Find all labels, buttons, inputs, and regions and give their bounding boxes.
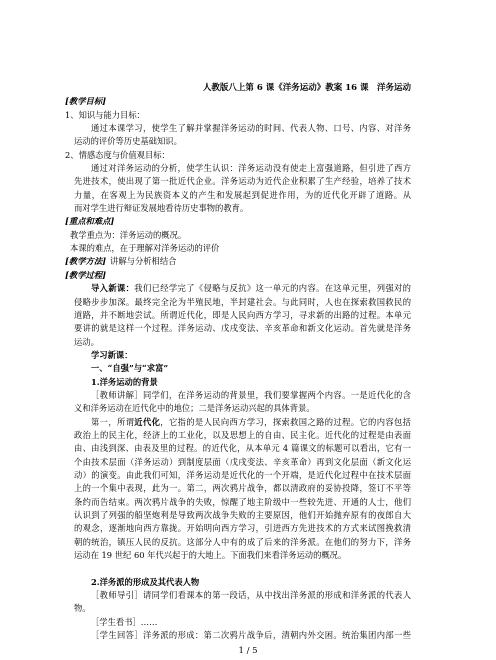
student-reading-line: ［学生看书］……: [91, 616, 158, 627]
teacher-explain-line: ［教师讲解］同学们，在洋务运动的背景里，我们要掌握两个内容。一是近代化的含: [91, 389, 411, 400]
new-lesson-label: 学习新课：: [91, 349, 133, 360]
attitude-goal-line: 先进技术，使出现了第一批近代企业。洋务运动为近代企业积累了生产经验，培养了技术: [74, 176, 411, 187]
intro-line: [74, 282, 411, 295]
background-line: 个由技术层面（洋务运动）到制度层面（戊戌变法、辛亥革命）再到文化层面（新文化运: [74, 456, 411, 467]
intro-line: 道路，并不断地尝试。所谓近代化，即是人民向西方学习，寻求新的出路的过程。本单元: [74, 309, 411, 320]
background-line: 运动在 19 世纪 60 年代兴起于的大地上。下面我们来看洋务运动的概况。: [74, 550, 347, 561]
background-line: 动）的演变。由此我们可知，洋务运动是近代化的一个开端，是近代化过程中在技术层面: [74, 469, 411, 480]
intro-line: 侵略步步加深。最终完全沦为半殖民地，半封建社会。与此同时，人也在探索救国救民的: [74, 296, 411, 307]
subsection-title: 1.洋务运动的背景: [91, 376, 158, 387]
attitude-goal-line: 而对学生进行辩证发展地看待历史事物的教育。: [74, 203, 249, 214]
method-heading: [教学方法]: [65, 256, 107, 267]
background-line: 政治上的民主化，经济上的工业化，以及思想上的自由、民主化。近代化的过程是由表面: [74, 429, 411, 440]
attitude-goal-line: 通过对洋务运动的分析，使学生认识：洋务运动没有使走上富强道路，但引进了西方: [91, 163, 411, 174]
knowledge-goal-line: 通过本课学习，使学生了解并掌握洋务运动的时间、代表人物、口号、内容、对洋务: [91, 123, 411, 134]
page-indicator: 1 / 5: [238, 646, 258, 656]
section-title: 一、“自强”与“求富”: [91, 363, 169, 374]
knowledge-goal-line: 运动的评价等历史基础知识。: [74, 136, 182, 147]
intro-text: 我们已经学完了《侵略与反抗》这一单元的内容。在这单元里，列强对的: [134, 283, 411, 294]
method-text: 讲解与分析相结合: [110, 256, 177, 267]
lesson-plan-body: [65, 82, 411, 642]
difficulty-line: 本课的难点，在于理解对洋务运动的评价: [70, 243, 220, 254]
subsection-title: 2.洋务派的形成及其代表人物: [91, 576, 200, 587]
background-line: 认识到了列强的船坚炮利是导致两次战争失败的主要原因，他们开始抛弃原有的夜郎自大: [74, 510, 411, 520]
teacher-explain-line: 义和洋务运动在近代化中的地位；二是洋务运动兴起的具体背景。: [74, 403, 315, 414]
intro-label: 导入新课：: [91, 283, 135, 294]
background-line: 由、由浅到深、由表及里的过程。的近代化，从本单元 4 篇课文的标题可以看出，它有一: [74, 443, 411, 454]
blank-line: [74, 562, 411, 575]
doc-title: 人教版八上第 6 课《洋务运动》教案 16 课 洋务运动: [202, 83, 411, 93]
modernization-term: 近代化: [134, 416, 161, 427]
knowledge-goal-heading: 1、知识与能力目标：: [65, 109, 145, 120]
key-points-heading: [重点和难点]: [65, 216, 115, 227]
objectives-heading: [教学目标]: [65, 96, 107, 107]
background-prefix: 第一，所谓: [91, 416, 135, 427]
process-heading: [教学过程]: [65, 269, 107, 280]
key-point-line: 教学重点为：洋务运动的概况。: [70, 229, 187, 240]
teacher-guide-line: ［教师导引］请同学们看课本的第一段话，从中找出洋务派的形成和洋务派的代表人: [91, 590, 411, 601]
intro-line: 要讲的就是这样一个过程。洋务运动、戊戌变法、辛亥革命和新文化运动。首先就是洋务: [74, 323, 411, 334]
teacher-guide-line: 物。: [74, 603, 91, 614]
attitude-goal-heading: 2、情感态度与价值观目标：: [65, 149, 170, 160]
background-line: 的观念，逐渐地向西方靠拢。开始明向西方学习，引进西方先进技术的方式来试图挽救清: [74, 523, 411, 534]
attitude-goal-line: 力量，在客观上为民族资本义的产生和发展起到促进作用，为的近代化开辟了道路。从: [74, 189, 411, 200]
background-line: 上的一个集中表现，此为一。第二，两次鸦片战争，都以清政府的妥协投降，签订不平等: [74, 483, 411, 494]
student-answer-line: ［学生回答］洋务派的形成：第二次鸦片战争后，清朝内外交困。统治集团内部一些: [91, 630, 411, 641]
method-line: [65, 255, 411, 268]
background-line: 条约而告结束。两次鸦片战争的失败，惊醒了地主阶级中一些较先进、开通的人士，他们: [74, 496, 411, 507]
intro-line: 运动。: [74, 336, 99, 347]
background-text: ，它指的是人民向西方学习，探索救国之路的过程。它的内容包括: [160, 416, 411, 427]
background-line: [74, 416, 411, 429]
background-line: 朝的统治，镇压人民的反抗。这部分人中有的成了后来的洋务派。在他们的努力下，洋务: [74, 536, 411, 547]
